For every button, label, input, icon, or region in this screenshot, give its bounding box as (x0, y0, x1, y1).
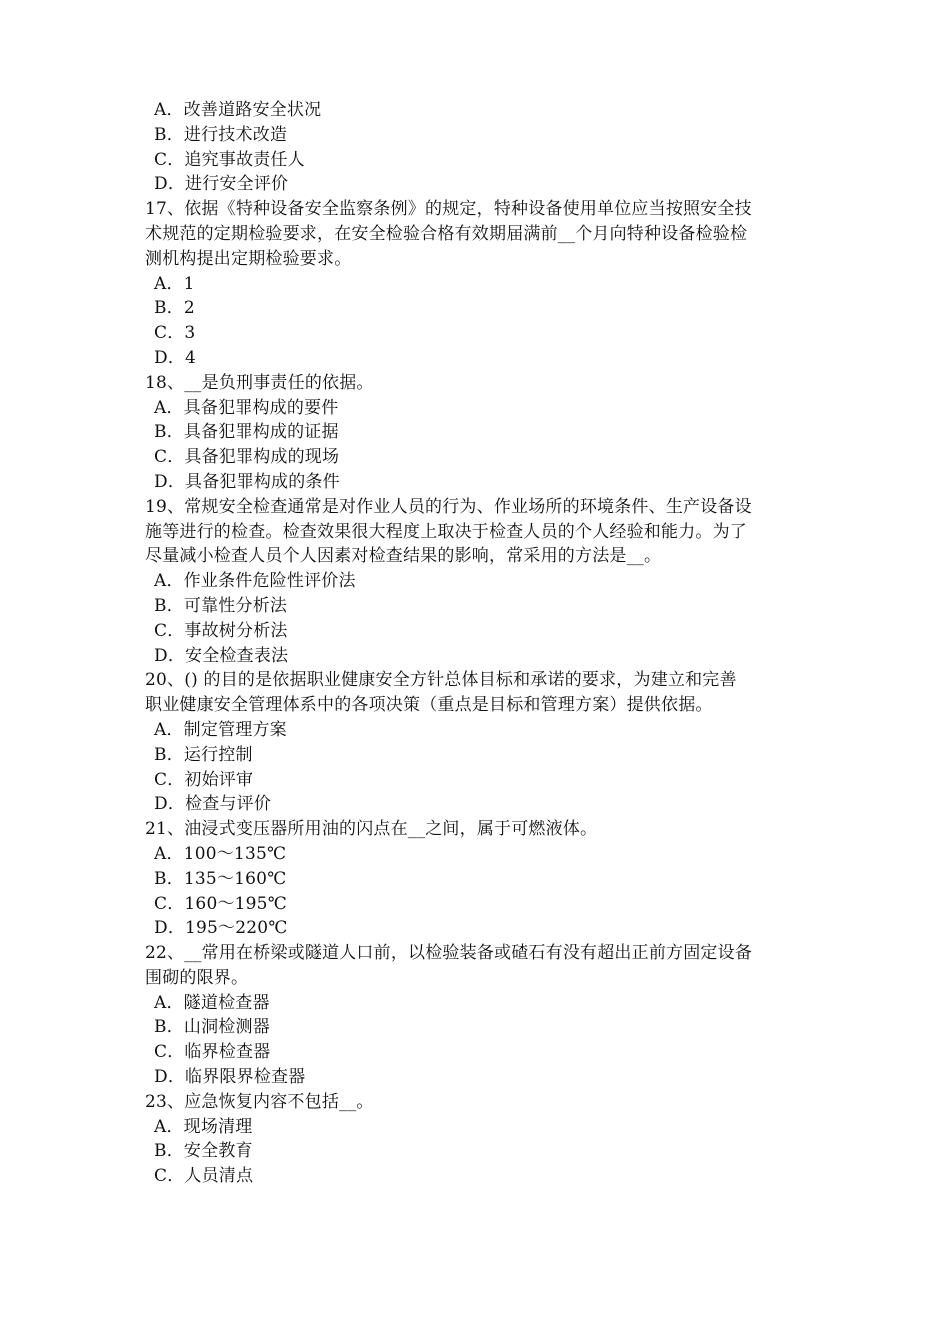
answer-option-line: C．3 (154, 323, 196, 344)
answer-option-line: A．制定管理方案 (154, 719, 287, 740)
answer-option-line: D．检查与评价 (154, 794, 272, 815)
question-text-line: 围砌的限界。 (145, 967, 249, 988)
answer-option-line: A．改善道路安全状况 (154, 100, 322, 120)
question-text-line: 22、__常用在桥梁或隧道人口前，以检验装备或碴石有没有超出正前方固定设备 (145, 943, 753, 964)
answer-option-line: C．160～195℃ (154, 893, 287, 914)
answer-option-line: B．安全教育 (154, 1141, 253, 1162)
answer-option-line: B．可靠性分析法 (154, 595, 288, 616)
answer-option-line: D．具备犯罪构成的条件 (154, 471, 340, 492)
answer-option-line: A．作业条件危险性评价法 (154, 571, 356, 592)
answer-option-line: B．进行技术改造 (154, 124, 288, 145)
answer-option-line: A．1 (154, 273, 195, 294)
answer-option-line: D．195～220℃ (154, 918, 288, 939)
document-page (145, 98, 810, 1189)
answer-option-line: B．2 (154, 298, 195, 319)
question-text-line: 测机构提出定期检验要求。 (145, 248, 352, 269)
answer-option-line: A．现场清理 (154, 1116, 253, 1137)
answer-option-line: A．具备犯罪构成的要件 (154, 397, 339, 418)
question-text-line: 职业健康安全管理体系中的各项决策（重点是目标和管理方案）提供依据。 (145, 695, 713, 716)
answer-option-line: C．初始评审 (154, 769, 254, 790)
question-text-line: 21、油浸式变压器所用油的闪点在__之间，属于可燃液体。 (145, 819, 598, 840)
question-text-line: 18、__是负刑事责任的依据。 (145, 372, 374, 393)
answer-option-line: D．安全检查表法 (154, 645, 289, 666)
question-text-line: 20、() 的目的是依据职业健康安全方针总体目标和承诺的要求，为建立和完善 (145, 670, 737, 691)
answer-option-line: D．临界限界检查器 (154, 1067, 306, 1088)
question-text-line: 尽量减小检查人员个人因素对检查结果的影响，常采用的方法是__。 (145, 546, 662, 567)
question-text-line: 17、依据《特种设备安全监察条例》的规定，特种设备使用单位应当按照安全技 (145, 199, 752, 220)
answer-option-line: B．具备犯罪构成的证据 (154, 422, 339, 443)
answer-option-line: B．运行控制 (154, 744, 253, 765)
answer-option-line: A．隧道检查器 (154, 992, 270, 1013)
answer-option-line: C．具备犯罪构成的现场 (154, 447, 340, 468)
question-text-line: 19、常规安全检查通常是对作业人员的行为、作业场所的环境条件、生产设备设 (145, 496, 752, 517)
answer-option-line: C．事故树分析法 (154, 620, 288, 641)
answer-option-line: B．山洞检测器 (154, 1017, 270, 1038)
answer-option-line: C．临界检查器 (154, 1042, 271, 1063)
answer-option-line: D．4 (154, 347, 197, 368)
answer-option-line: B．135～160℃ (154, 868, 287, 889)
question-text-line: 施等进行的检查。检查效果很大程度上取决于检查人员的个人经验和能力。为了 (145, 521, 747, 542)
question-text-line: 术规范的定期检验要求，在安全检验合格有效期届满前__个月向特种设备检验检 (145, 223, 748, 244)
answer-option-line: C．人员清点 (154, 1166, 254, 1187)
answer-option-line: D．进行安全评价 (154, 174, 289, 195)
answer-option-line: A．100～135℃ (154, 843, 287, 864)
question-text-line: 23、应急恢复内容不包括__。 (145, 1091, 374, 1112)
answer-option-line: C．追究事故责任人 (154, 149, 305, 170)
